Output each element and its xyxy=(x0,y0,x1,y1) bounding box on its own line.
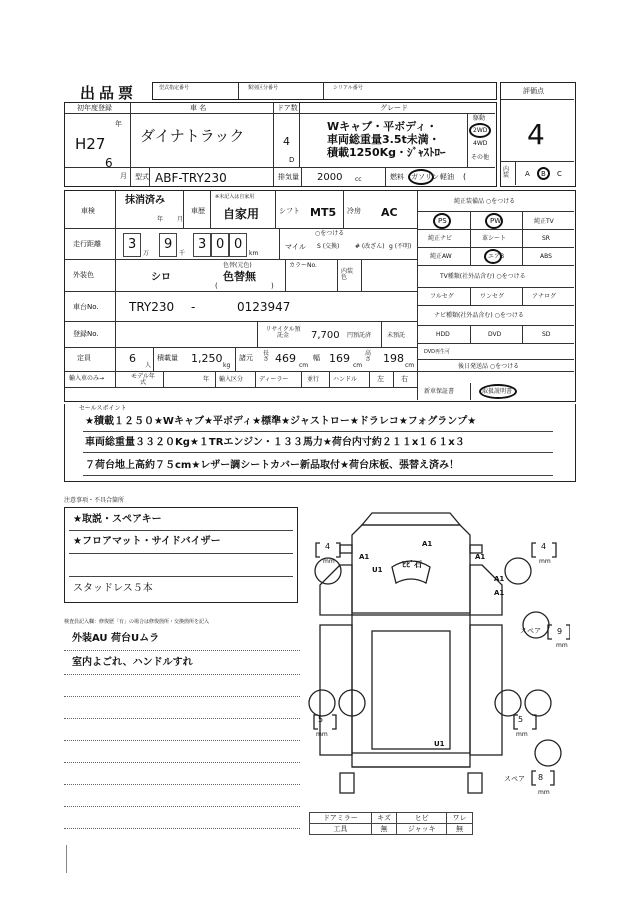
dvd-playback: DVD再生可 xyxy=(424,349,451,355)
drive-label: 駆動 xyxy=(473,115,486,122)
top-grid xyxy=(64,102,497,187)
damage-mark-a1-right: A1 xyxy=(475,553,486,561)
legend-value-none-1: 無 xyxy=(371,824,397,835)
handle-right: 右 xyxy=(401,375,408,383)
interior-color-label: 内装色 xyxy=(341,268,354,281)
tv-fullseg: フルセグ xyxy=(430,293,454,300)
grade-line-3: 積載1250Kg・ｼﾞｬｽﾄﾛｰ xyxy=(327,146,446,159)
later-manual: 取扱説明書 xyxy=(482,388,513,395)
equip-leather: 革シート xyxy=(482,235,507,242)
meter-option-hash: # (改ざん) xyxy=(355,243,385,250)
sales-line-3: ７荷台地上高約７５cm★レザー調シートカバー新品取付★荷台床板、張替え済み！ xyxy=(85,460,459,471)
handle-label: ハンドル xyxy=(333,376,358,383)
equip-airbag-circle xyxy=(484,249,505,264)
later-title: 後日発送品 ○をつける xyxy=(458,363,520,370)
displacement-label: 排気量 xyxy=(278,173,299,181)
legend-header-break: ワレ xyxy=(447,813,473,824)
navi-sd: SD xyxy=(542,331,551,338)
mileage-digit-3: 3 xyxy=(198,237,207,252)
grade-line-1: Wキャブ・平ボディ・ xyxy=(327,120,438,133)
header-label-serial: シリアル番号 xyxy=(333,85,363,91)
spare-unit-2: mm xyxy=(538,789,550,796)
equip-abs: ABS xyxy=(540,253,552,260)
drive-other: その他 xyxy=(471,154,490,161)
info-block xyxy=(64,190,576,402)
left-margin-mark xyxy=(66,845,67,873)
spare-label-1: スペア xyxy=(520,627,541,635)
color-no-value: 色替無 xyxy=(223,270,256,283)
color-label: 外装色 xyxy=(73,271,94,279)
color-paren-close: ) xyxy=(271,282,274,290)
vehicle-damage-diagram xyxy=(300,505,570,810)
width-label: 幅 xyxy=(313,354,320,362)
capacity-label: 定員 xyxy=(77,354,91,362)
length-label: 長さ xyxy=(263,350,270,363)
damage-mark-a1-r1: A1 xyxy=(494,575,505,583)
interior-c: C xyxy=(557,170,562,178)
ac-label: 冷房 xyxy=(347,207,361,215)
recycle-label: リサイクル預託金 xyxy=(265,326,301,339)
spare-unit-1: mm xyxy=(556,642,568,649)
tire-front-left-value: 4 xyxy=(325,542,331,551)
interior-label: 内装 xyxy=(503,166,510,179)
equip-tv: 純正TV xyxy=(534,218,554,225)
shift-value: MT5 xyxy=(310,206,337,219)
import-only-label: 輸入車のみ→ xyxy=(69,375,105,382)
dims-label: 諸元 xyxy=(239,354,253,362)
notes-line-1: ★取説・スペアキー xyxy=(73,514,162,525)
rating-box xyxy=(500,82,576,187)
meter-label: マイル xyxy=(285,243,306,251)
grade-label: グレード xyxy=(380,104,408,112)
model-year-label: モデル年式 xyxy=(131,373,155,386)
inspector-line-1: 外装AU 荷台Uムラ xyxy=(72,633,160,644)
notes-box xyxy=(64,507,298,603)
tire-front-right-unit: mm xyxy=(539,558,551,565)
mileage-man: 万 xyxy=(143,250,150,257)
later-warranty: 新車保証書 xyxy=(424,388,455,395)
import-division-label: 輸入区分 xyxy=(219,376,244,383)
tire-rear-left-unit: mm xyxy=(316,731,328,738)
handle-left: 左 xyxy=(377,375,384,383)
equip-sr: SR xyxy=(542,235,550,242)
interior-b: B xyxy=(541,170,546,178)
meter-option-g: g (不明) xyxy=(389,243,412,250)
header-label-class: 類別区分番号 xyxy=(248,85,279,91)
navi-dvd: DVD xyxy=(488,331,502,338)
history-note: ※未記入は自家用 xyxy=(215,194,255,200)
tire-front-right-value: 4 xyxy=(541,542,547,551)
damage-mark-a1-r2: A1 xyxy=(494,589,505,597)
history-value: 自家用 xyxy=(223,207,260,221)
length-value: 469 xyxy=(275,352,296,365)
notes-line-2: ★フロアマット・サイドバイザー xyxy=(73,536,221,547)
damage-mark-u1-bed: U1 xyxy=(434,740,445,748)
mileage-digit-5: 0 xyxy=(234,237,243,252)
color-paren-open: ( xyxy=(215,282,218,290)
color-number-label: カラーNo. xyxy=(289,262,317,269)
spare-label-2: スペア xyxy=(504,775,525,783)
mileage-label: 走行距離 xyxy=(73,240,101,248)
load-label: 積載量 xyxy=(157,354,178,362)
model-year-unit: 年 xyxy=(203,376,210,383)
first-reg-month-label: 月 xyxy=(120,172,127,180)
tv-title: TV種類(社外品含む) ○をつける xyxy=(440,273,526,280)
import-parallel: 並行 xyxy=(307,376,320,383)
tv-analog: アナログ xyxy=(532,293,557,300)
legend-value-tools: 工具 xyxy=(310,824,372,835)
width-value: 169 xyxy=(329,352,350,365)
mileage-digit-2: 9 xyxy=(164,237,173,252)
legend-header-mirror: ドアミラー xyxy=(310,813,372,824)
tire-rear-right-value: 5 xyxy=(518,715,524,724)
legend-header-crack: ヒビ xyxy=(397,813,447,824)
recycle-unpaid: 未預託 xyxy=(387,332,406,339)
header-label-type: 型式指定番号 xyxy=(159,85,190,91)
shaken-value: 抹消済み xyxy=(125,195,165,206)
rating-label: 評価点 xyxy=(523,87,544,95)
fuel-diesel: 軽油 xyxy=(440,173,454,181)
fuel-paren: ( xyxy=(463,172,467,181)
height-label: 高さ xyxy=(365,350,372,363)
tire-rear-right-unit: mm xyxy=(516,731,528,738)
equip-pw-circle xyxy=(485,213,503,229)
equip-navi: 純正ナビ xyxy=(428,235,453,242)
drive-selected-circle xyxy=(469,123,491,138)
notes-line-4: スタッドレス５本 xyxy=(73,583,153,594)
car-name-value: ダイナトラック xyxy=(140,127,245,145)
mileage-digit-1: 3 xyxy=(128,237,137,252)
fuel-selected-circle xyxy=(408,169,434,185)
first-reg-month: 6 xyxy=(105,156,113,170)
model-label: 型式 xyxy=(135,173,149,181)
sales-box xyxy=(64,404,576,482)
load-value: 1,250 xyxy=(191,352,223,365)
tv-oneseg: ワンセグ xyxy=(480,293,505,300)
doors-value: 4 xyxy=(283,135,290,148)
navi-hdd: HDD xyxy=(436,331,450,338)
recycle-unit: 円預託済 xyxy=(347,332,372,339)
displacement-unit: cc xyxy=(355,176,362,183)
rating-value: 4 xyxy=(527,118,545,151)
equip-pw: PW xyxy=(490,217,502,225)
inspector-line-2: 室内よごれ、ハンドルすれ xyxy=(72,657,193,668)
model-value: ABF-TRY230 xyxy=(155,171,227,185)
equip-aw: 純正AW xyxy=(430,253,452,260)
color-value: シロ xyxy=(151,272,171,283)
spare-value-1: 9 xyxy=(557,627,563,636)
drive-4wd: 4WD xyxy=(473,140,488,147)
capacity-value: 6 xyxy=(129,352,136,365)
inspector-label: 検査員記入欄：修復歴「有」の場合は修復箇所・交換箇所を記入 xyxy=(64,619,210,625)
load-unit: kg xyxy=(223,362,231,369)
shift-label: シフト xyxy=(279,207,300,215)
first-reg-era: H27 xyxy=(75,135,106,153)
interior-selected-circle xyxy=(537,167,550,180)
ac-value: AC xyxy=(381,206,398,219)
fuel-label: 燃料 xyxy=(390,173,404,181)
height-unit: cm xyxy=(405,362,415,369)
equip-airbag: エアB xyxy=(488,253,505,260)
damage-mark-a1-top: A1 xyxy=(422,540,433,548)
mileage-sen: 千 xyxy=(179,250,186,257)
spare-value-2: 8 xyxy=(538,773,544,782)
first-reg-label: 初年度登録 xyxy=(77,104,112,112)
doors-label: ドア数 xyxy=(277,104,298,112)
damage-mark-chip: ﾋﾋﾞ石 xyxy=(402,560,422,569)
damage-mark-a1-left: A1 xyxy=(359,553,370,561)
registration-label: 登録No. xyxy=(73,330,99,338)
grade-line-2: 車両総重量3.5t未満・ xyxy=(327,133,440,146)
fuel-gasoline: ガソリン xyxy=(411,173,439,181)
first-reg-year-label: 年 xyxy=(115,120,122,128)
shaken-label: 車検 xyxy=(81,207,95,215)
width-unit: cm xyxy=(353,362,363,369)
legend-value-jack: ジャッキ xyxy=(397,824,447,835)
shaken-month-mark: 月 xyxy=(177,216,184,223)
length-unit: cm xyxy=(299,362,309,369)
chassis-dash: - xyxy=(191,300,196,314)
equipment-title: 純正装備品 ○をつける xyxy=(454,198,516,205)
height-value: 198 xyxy=(383,352,404,365)
damage-legend-table xyxy=(309,812,473,835)
capacity-unit: 人 xyxy=(145,362,152,369)
chassis-model: TRY230 xyxy=(129,300,175,314)
recycle-value: 7,700 xyxy=(311,330,340,341)
color-no-label: 色替(元色) xyxy=(223,262,252,269)
doors-suffix: D xyxy=(289,156,295,164)
legend-value-none-2: 無 xyxy=(447,824,473,835)
chassis-label: 車台No. xyxy=(73,303,99,311)
displacement-value: 2000 xyxy=(317,172,343,183)
equip-ps: PS xyxy=(438,217,447,225)
later-manual-circle xyxy=(479,384,517,399)
header-id-box xyxy=(152,82,497,100)
drive-2wd: 2WD xyxy=(473,127,488,134)
sales-label: セールスポイント xyxy=(79,405,127,412)
sales-line-1: ★積載１２５０★Wキャブ★平ボディ★標準★ジャストロー★ドラレコ★フォグランプ★ xyxy=(85,416,477,427)
import-dealer: ディーラー xyxy=(259,376,289,383)
chassis-number: 0123947 xyxy=(237,300,291,314)
mileage-digit-4: 0 xyxy=(216,237,225,252)
meter-option-s: S (交換) xyxy=(317,243,340,250)
legend-header-scratch: キズ xyxy=(371,813,397,824)
car-name-label: 車 名 xyxy=(190,104,207,112)
notes-label: 注意事項・不具合箇所 xyxy=(64,497,125,504)
meter-circle-note: ○をつける xyxy=(315,230,345,237)
equip-ps-circle xyxy=(433,213,451,229)
history-label: 車歴 xyxy=(191,207,205,215)
damage-mark-u1-left: U1 xyxy=(372,566,383,574)
shaken-year-mark: 年 xyxy=(157,216,164,223)
navi-title: ナビ種類(社外品含む) ○をつける xyxy=(434,312,524,319)
tire-front-left-unit: mm xyxy=(323,558,335,565)
sales-line-2: 車両総重量３３２０Kg★１TRエンジン・１３３馬力★荷台内寸約２１１x１６１x３ xyxy=(85,437,465,448)
equipment-panel xyxy=(418,191,574,400)
form-title: 出品票 xyxy=(80,84,138,102)
mileage-km: km xyxy=(249,250,259,257)
tire-rear-left-value: 5 xyxy=(318,715,324,724)
interior-a: A xyxy=(525,170,530,178)
